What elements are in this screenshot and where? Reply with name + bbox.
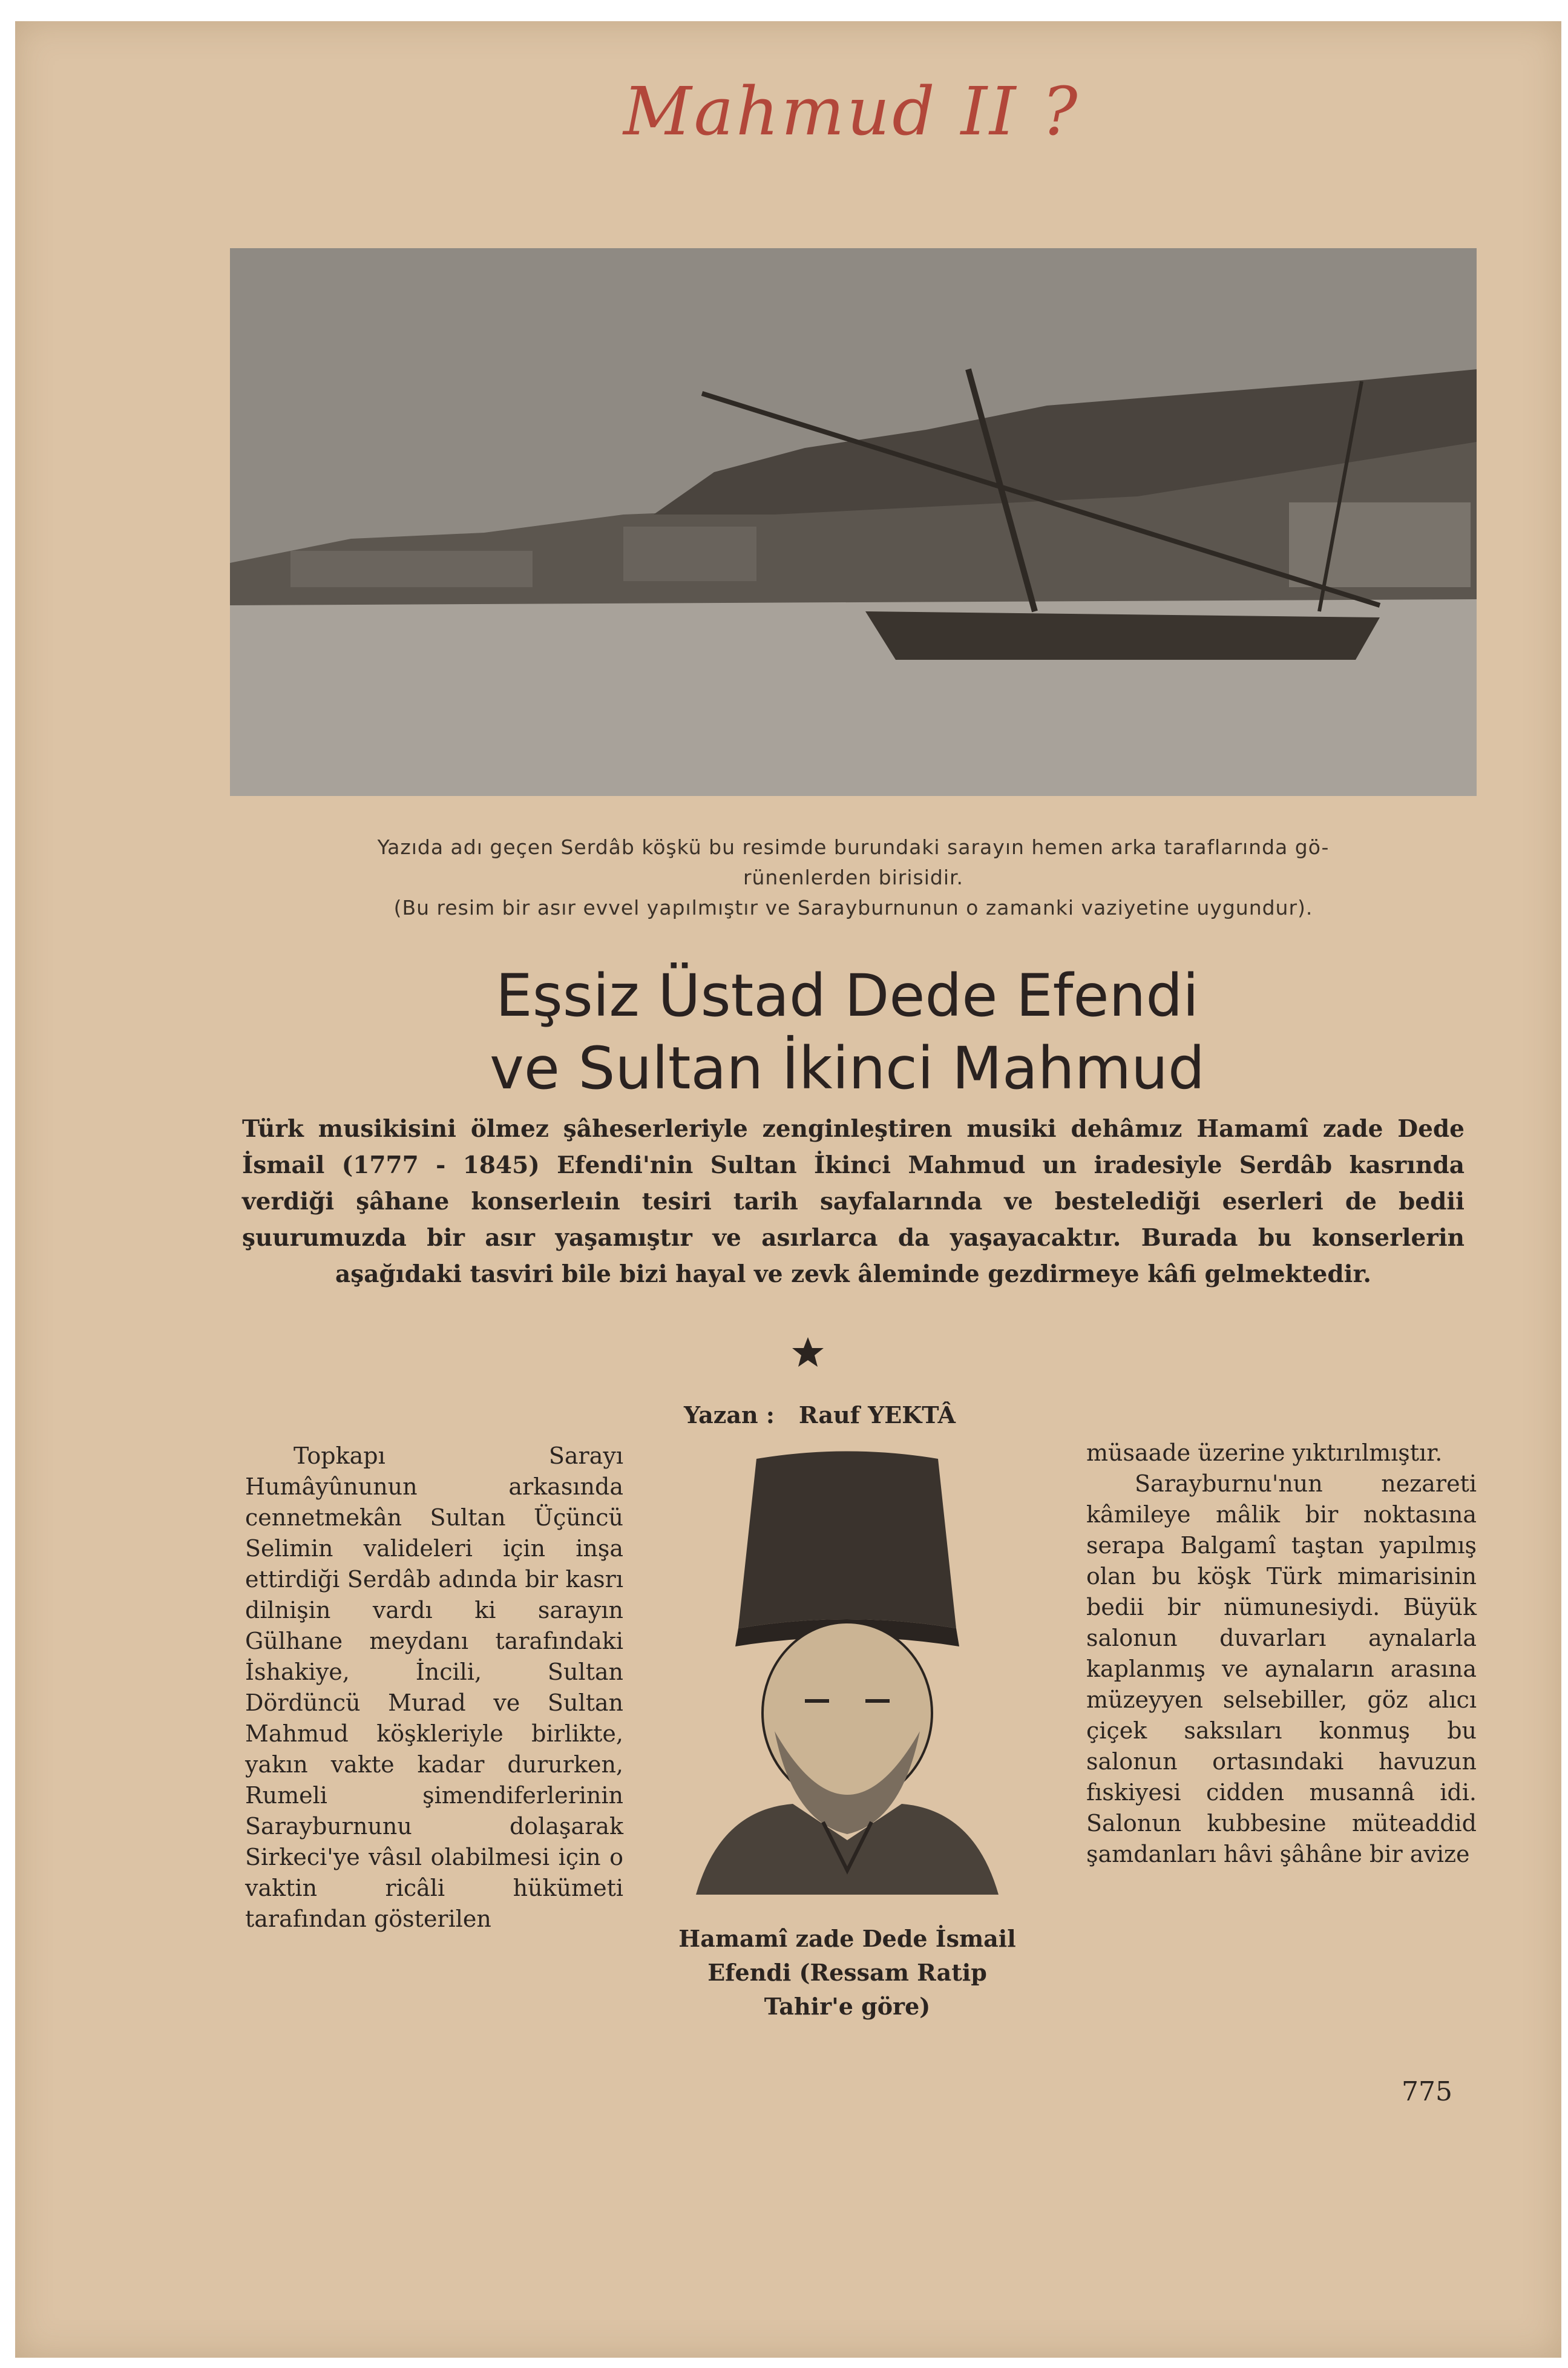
left-column-text: Topkapı Sarayı Humâyûnunun arkasında cennetmekân Sultan Üçüncü Selimin valideleri için inşa ettirdiği Serdâb adında bir kasrı dilnişin vardı ki sarayın Gülhane meydanı tarafındaki İshakiye, İncili, Sultan Dördüncü Murad ve Sultan Mahmud köşkleriyle birlikte, yakın vakte kadar dururken, Rumeli şimendiferlerinin Sarayburnunu dolaşarak Sirkeci'ye vâsıl olabilmesi için o vaktin ricâli hükümeti tarafından gösterilen [245, 1442, 623, 1932]
title-line-2: ve Sultan İkinci Mahmud [490, 1034, 1205, 1102]
photo-building [290, 551, 533, 587]
byline-author: Rauf YEKTÂ [798, 1401, 956, 1429]
portrait-fez [738, 1452, 956, 1629]
page-number: 775 [1402, 2076, 1452, 2107]
dede-efendi-portrait [672, 1447, 1023, 1895]
portrait-caption: Hamamî zade Dede İsmail Efendi (Ressam Ratip Tahir'e göre) [678, 1925, 1016, 2020]
right-column-text [1086, 1438, 1477, 1870]
title-line-1: Eşsiz Üstad Dede Efendi [496, 962, 1199, 1030]
right-column-paragraph: Sarayburnu'nun nezareti kâmileye mâlik bir noktasına serapa Balgamî taştan yapılmış olan bu köşk Türk mimarisinin bedii bir nümunesiydi. Büyük salonun duvarları aynalarla kaplanmış ve aynaların arasına müzeyyen selsebiller, göz alıcı çiçek saksıları konmuş bu salonun ortasındaki havuzun fıskiyesi cidden musannâ idi. Salonun kubbesine müteaddid şamdanları hâvi şâhâne bir avize [1086, 1470, 1477, 1867]
handwritten-annotation: Mahmud II ? [623, 73, 1080, 150]
article-title [182, 959, 1513, 1105]
byline [684, 1401, 1023, 1429]
caption-line: Yazıda adı geçen Serdâb köşkü bu resimde burundaki sarayın hemen arka taraflarında gö- [377, 835, 1330, 859]
photo-building [623, 527, 756, 581]
photo-caption [224, 832, 1483, 923]
right-column-paragraph: müsaade üzerine yıktırılmıştır. [1086, 1439, 1443, 1466]
star-icon [790, 1335, 826, 1371]
caption-line: (Bu resim bir asır evvel yapılmıştır ve Sarayburnunun o zamanki vaziyetine uygundur). [393, 896, 1313, 919]
sarayburnu-photo [230, 248, 1477, 796]
byline-label: Yazan : [684, 1401, 775, 1429]
lead-paragraph: Türk musikisini ölmez şâheserleriyle zenginleştiren musiki dehâmız Hamamî zade Dede İsmail (1777 - 1845) Efendi'nin Sultan İkinci Mahmud un iradesiyle Serdâb kasrında verdiği şâhane konserleıin tesiri tarih sayfalarında ve bestelediği eserleri de bedii şuurumuzda bir asır yaşamıştır ve asırlarca da yaşayacaktır. Burada bu konserlerin aşağıdaki tasviri bile bizi hayal ve zevk âleminde gezdirmeye kâfi gelmektedir. [242, 1115, 1465, 1288]
caption-line: rünenlerden birisidir. [743, 866, 964, 889]
photo-boat-hull [865, 611, 1380, 660]
photo-building [1289, 502, 1471, 587]
